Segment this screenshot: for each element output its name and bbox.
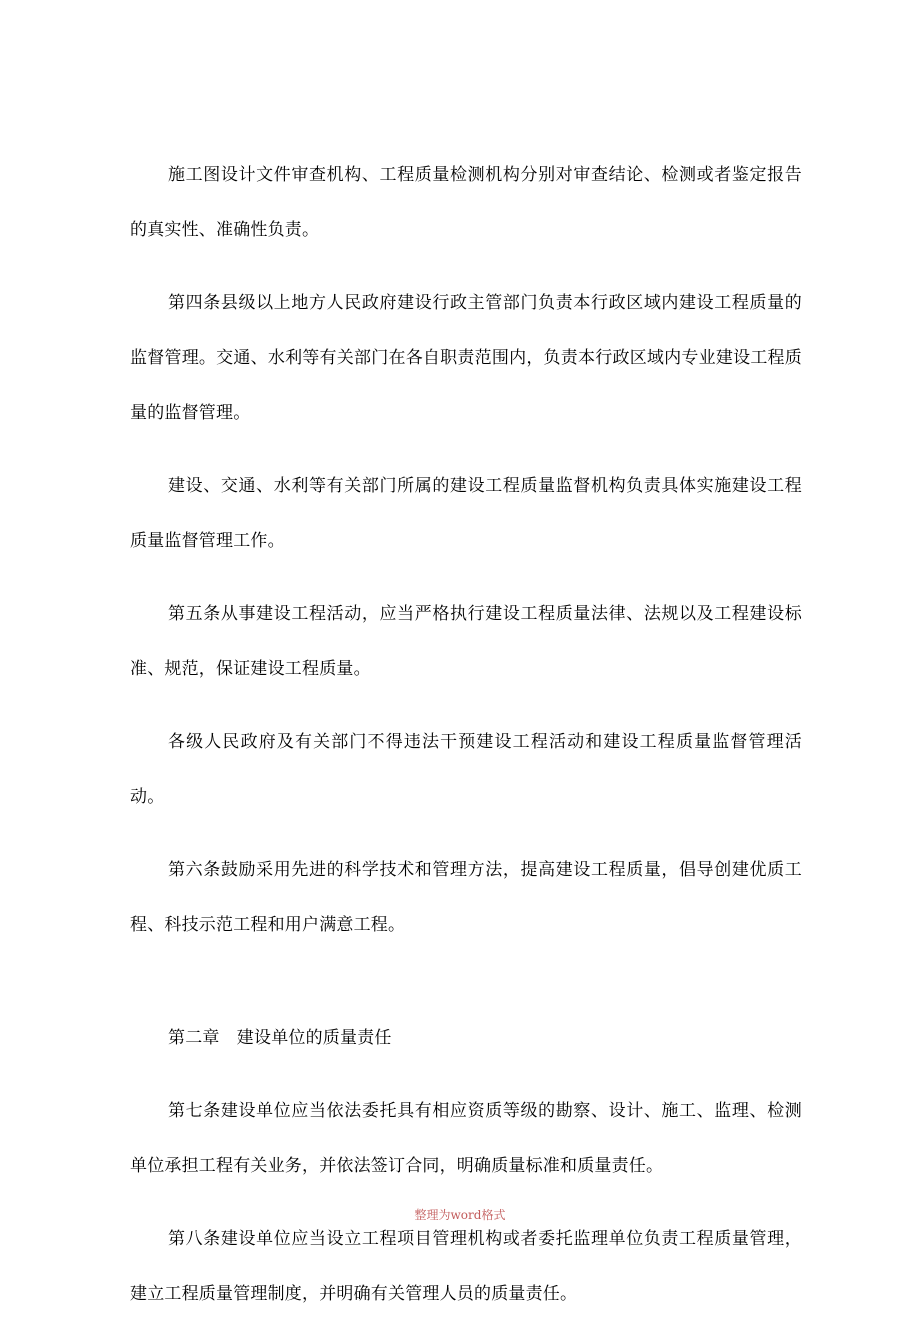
document-body [130, 148, 802, 1340]
chapter-heading: 第二章 建设单位的质量责任 [168, 1028, 392, 1048]
paragraph-article-5: 第五条从事建设工程活动，应当严格执行建设工程质量法律、法规以及工程建设标准、规范，保证建设工程质量。 [130, 604, 802, 679]
paragraph-supervision-agencies: 建设、交通、水利等有关部门所属的建设工程质量监督机构负责具体实施建设工程质量监督管理工作。 [130, 476, 802, 551]
paragraph-no-interference: 各级人民政府及有关部门不得违法干预建设工程活动和建设工程质量监督管理活动。 [130, 732, 802, 807]
paragraph-article-6: 第六条鼓励采用先进的科学技术和管理方法，提高建设工程质量，倡导创建优质工程、科技示范工程和用户满意工程。 [130, 860, 802, 935]
paragraph-article-4: 第四条县级以上地方人民政府建设行政主管部门负责本行政区域内建设工程质量的监督管理。交通、水利等有关部门在各自职责范围内，负责本行政区域内专业建设工程质量的监督管理。 [130, 293, 802, 423]
paragraph-review-agencies: 施工图设计文件审查机构、工程质量检测机构分别对审查结论、检测或者鉴定报告的真实性、准确性负责。 [130, 165, 802, 240]
paragraph-article-7: 第七条建设单位应当依法委托具有相应资质等级的勘察、设计、施工、监理、检测单位承担工程有关业务，并依法签订合同，明确质量标准和质量责任。 [130, 1101, 802, 1176]
paragraph-article-8: 第八条建设单位应当设立工程项目管理机构或者委托监理单位负责工程质量管理，建立工程质量管理制度，并明确有关管理人员的质量责任。 [130, 1229, 802, 1304]
page-footer: 整理为word格式 [414, 1208, 506, 1222]
